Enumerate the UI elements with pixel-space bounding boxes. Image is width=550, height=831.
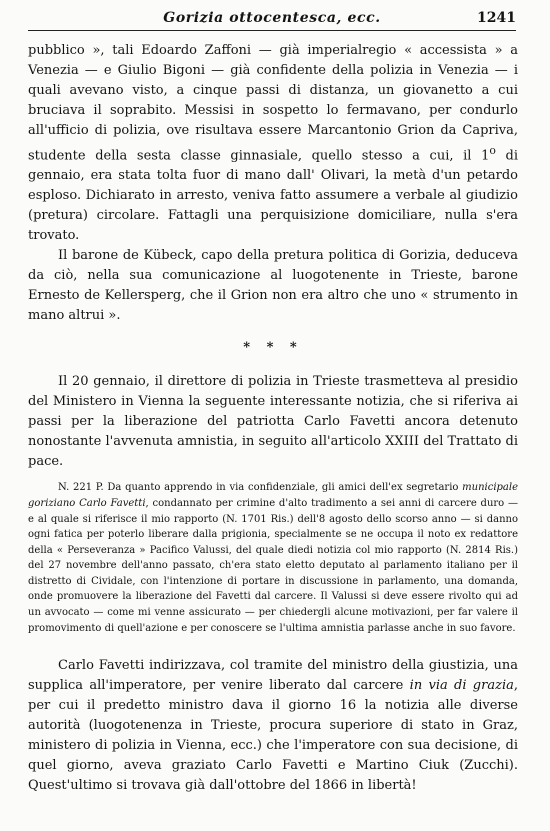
page-number: 1241 <box>477 10 516 26</box>
paragraph-1-text-a: pubblico », tali Edoardo Zaffoni — già imperialregio « accessista » a Venezia — e Giulio Bigoni — già confidente della polizia in Venezia — i quali avevano visto, a cinque passi di distanza, un giovanetto a cui bruciava il soprabito. Messisi in sospetto lo fermavano, per condurlo all'ufficio di polizia, ove risultava essere Marcantonio Grion da Capriva, studente della sesta classe ginnasiale, quello stesso a cui, il 1 <box>28 43 518 164</box>
running-header <box>28 8 516 31</box>
ordinal-superscript: o <box>489 144 496 157</box>
quote-italic-name: municipale goriziano Carlo Favetti <box>28 482 518 509</box>
paragraph-4-text-c: , per cui il predetto ministro dava il giorno 16 la notizia alle diverse autorità (luogotenenza in Trieste, procura superiore di stato in Graz, ministero di polizia in Vienna, ecc.) che l'imperatore con sua decisione, di quel giorno, aveva graziato Carlo Favetti e Martino Ciuk (Zucchi). Quest'ultimo si trovava già dall'ottobre del 1866 in libertà! <box>28 678 518 794</box>
page-body <box>28 41 518 796</box>
quote-paragraph <box>28 480 518 636</box>
paragraph-1-text-b: di gennaio, era stata tolta fuor di mano dall' Olivari, la metà d'un petardo esploso. Dichiarato in arresto, veniva fatto assumere a verbale al giudizio (pretura) circolare. Fattagli una perquisizione domiciliare, nulla s'era trovato. <box>28 148 518 244</box>
block-quote <box>28 480 518 636</box>
paragraph-2: Il barone de Kübeck, capo della pretura politica di Gorizia, deduceva da ciò, nella sua comunicazione al luogotenente in Trieste, barone Ernesto de Kellersperg, che il Grion non era altro che uno « strumento in mano altrui ». <box>28 248 518 324</box>
paragraph-4-italic: in via di grazia <box>409 678 514 694</box>
paragraph-4-text-a: Carlo Favetti indirizzava, col tramite del ministro della giustizia, una supplica all'imperatore, per venire liberato dal carcere <box>28 658 518 694</box>
spacer <box>28 636 518 656</box>
paragraph-4 <box>28 656 518 796</box>
running-title: Gorizia ottocentesca, ecc. <box>163 10 381 26</box>
paragraph-3: Il 20 gennaio, il direttore di polizia in Trieste trasmetteva al presidio del Ministero in Vienna la seguente interessante notizia, che si riferiva ai passi per la liberazione del patriotta Carlo Favetti ancora detenuto nonostante l'avvenuta amnistia, in seguito all'articolo XXIII del Trattato di pace. <box>28 374 518 470</box>
paragraph-1 <box>28 41 518 246</box>
quote-text-c: , condannato per crimine d'alto tradimento a sei anni di carcere duro — e al quale si riferisce il mio rapporto (N. 1701 Ris.) dell'8 agosto dello scorso anno — si danno ogni fatica per poterlo liberare dalla prigionia, specialmente se ne occupa il noto ex redattore della « Perseveranza » Pacifico Valussi, del quale diedi notizia col mio rapporto (N. 2814 Ris.) del 27 novembre dell'anno passato, ch'era stato eletto deputato al parlamento italiano per il distretto di Cividale, con l'intenzione di portare in discussione in parlamento, una domanda, onde promuovere la liberazione del Favetti dal carcere. Il Valussi si deve essere rivolto qui ad un avvocato — come mi venne assicurato — per chiedergli alcune motivazioni, per far valere il promovimento di quell'azione e per conoscere se l'ultima amnistia parlasse anche in suo favore. <box>28 497 518 634</box>
quote-text-a: N. 221 P. Da quanto apprendo in via confidenziale, gli amici dell'ex segretario <box>58 482 463 494</box>
section-separator: * * * <box>243 340 303 356</box>
